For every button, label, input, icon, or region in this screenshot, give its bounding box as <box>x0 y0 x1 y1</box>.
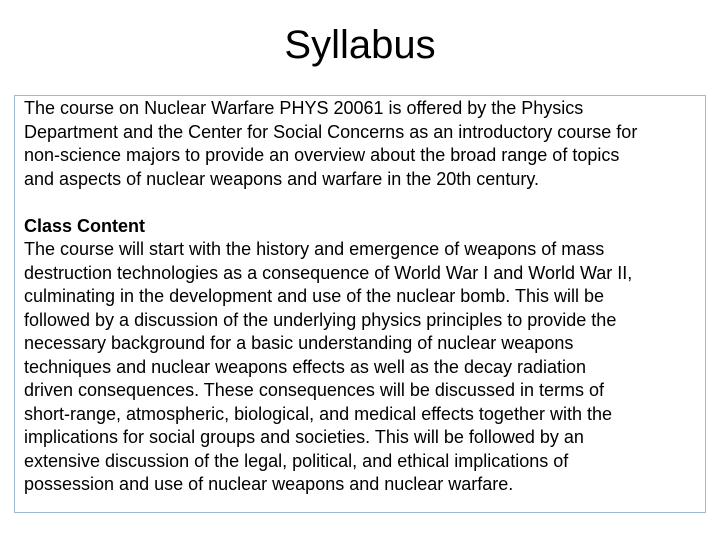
class-content-paragraph: The course will start with the history and emergence of weapons of mass destruction technologies as a consequence of World War I and World War II, culminating in the development and use of the nuclear bomb. This will be followed by a discussion of the underlying physics principles to provide the necessary background for a basic understanding of nuclear weapons techniques and nuclear weapons effects as well as the decay radiation driven consequences. These consequences will be discussed in terms of short-range, atmospheric, biological, and medical effects together with the implications for social groups and societies. This will be followed by an extensive discussion of the legal, political, and ethical implications of possession and use of nuclear weapons and nuclear warfare. <box>24 239 633 494</box>
slide-title: Syllabus <box>284 23 436 67</box>
class-content-heading: Class Content <box>24 215 146 236</box>
content-text-box <box>14 95 706 513</box>
intro-paragraph: The course on Nuclear Warfare PHYS 20061 is offered by the Physics Department and the Center for Social Concerns as an introductory course for non-science majors to provide an overview about the broad range of topics and aspects of nuclear weapons and warfare in the 20th century. <box>24 98 638 189</box>
paragraph-spacer <box>24 191 705 215</box>
